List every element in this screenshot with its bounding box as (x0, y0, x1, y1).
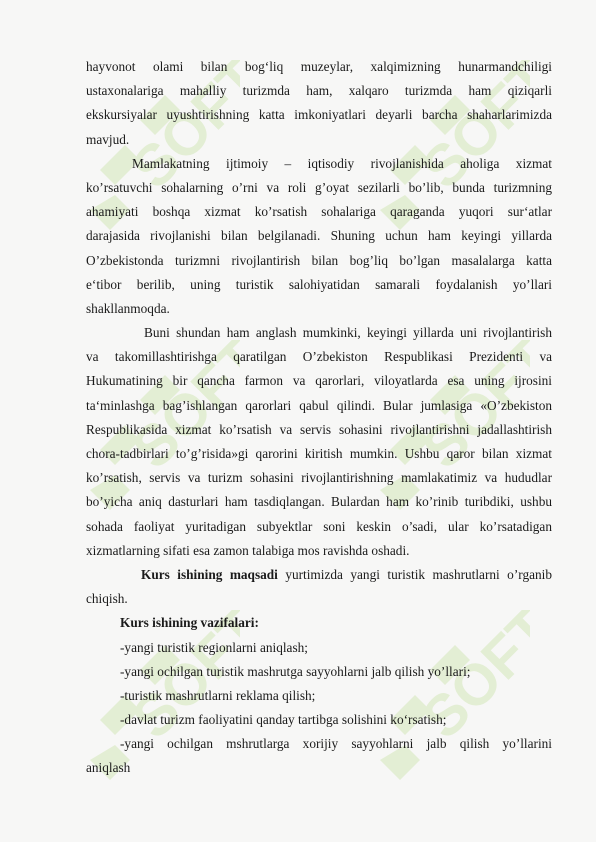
text-line: e‘tibor berilib, uning turistik salohiyatidan samarali foydalanish yo’llari (86, 276, 552, 292)
document-page (86, 55, 552, 781)
vazifa-item: -davlat turizm faoliyatini qanday tartibga solishini ko‘rsatish; (120, 712, 447, 728)
svg-text:SOFT: SOFT (119, 60, 240, 202)
text-line: xizmatlarning sifati esa zamon talabiga mos ravishda oshadi. (86, 542, 410, 558)
text-line: ekskursiyalar uyushtirishning katta imkoniyatlari deyarli barcha shaharlarimizda (86, 107, 552, 123)
svg-text:SOFT: SOFT (119, 610, 240, 752)
text-line: ko’rsatish, servis va turizm sohasini rivojlantirishning mamlakatimiz va hududlar (86, 470, 552, 486)
maqsad-text: yurtimizda yangi turistik mashrutlarni o’rganib (277, 566, 552, 582)
vazifa-item: -yangi turistik regionlarni aniqlash; (120, 639, 308, 655)
vazifa-item: -yangi ochilgan turistik mashrutga sayyohlarni jalb qilish yo’llari; (120, 663, 471, 679)
maqsad-line (86, 563, 552, 587)
vazifalar-list (86, 636, 552, 733)
text-line: ta‘minlashga bag’ishlangan qarorlari qabul qilindi. Bular jumlasiga «O’zbekiston (86, 397, 552, 413)
text-line: darajasida rivojlanishi bilan belgilanadi. Shuning uchun ham keyingi yillarda (86, 228, 552, 244)
text-line: Buni shundan ham anglash mumkinki, keyingi yillarda uni rivojlantirish (144, 325, 552, 341)
text-line: hayvonot olami bilan bog‘liq muzeylar, xalqimizning hunarmandchiligi (86, 59, 552, 74)
text-line: O’zbekistonda turizmni rivojlantirish bilan bog’liq bo’lgan masalalarga katta (86, 252, 552, 268)
svg-text:SOFT: SOFT (409, 60, 530, 202)
text-line: ko’rsatuvchi sohalarning o’rni va roli g’oyat sezilarli bo’lib, bunda turizmning (86, 179, 552, 195)
vazifa-item: -yangi ochilgan mshrutlarga xorijiy sayyohlarni jalb qilish yo’llarini (120, 736, 552, 752)
body-text (86, 55, 552, 563)
vazifalar-heading: Kurs ishining vazifalari: (120, 615, 259, 631)
text-line: ustaxonalariga mahalliy turizmda ham, xalqaro turizmda ham qiziqarli (86, 83, 552, 99)
vazifa-item-cont: aniqlash (86, 760, 131, 776)
text-line: shakllanmoqda. (86, 300, 170, 316)
svg-text:SOFT: SOFT (119, 340, 240, 482)
text-line: sohada faoliyat yuritadigan subyektlar soni keskin o’sadi, ular ko’rsatadigan (86, 518, 552, 534)
svg-text:SOFT: SOFT (409, 610, 530, 752)
text-line: ahamiyati boshqa xizmat ko’rsatish sohalariga qaraganda yuqori sur‘atlar (86, 204, 552, 220)
maqsad-label: Kurs ishining maqsadi (141, 566, 278, 582)
svg-text:SOFT: SOFT (409, 340, 530, 482)
text-line: chora-tadbirlari to’g’risida»gi qarorini kiritish mumkin. Ushbu qaror bilan xizmat (86, 446, 552, 461)
text-line: mavjud. (86, 131, 130, 147)
vazifa-item: -turistik mashrutlarni reklama qilish; (120, 687, 316, 703)
text-line: bo’yicha aniq dasturlari ham tasdiqlangan. Bulardan ham ko’rinib turibdiki, ushbu (86, 494, 552, 510)
text-line: Hukumatining bir qancha farmon va qarorlari, viloyatlarda esa uning ijrosini (86, 373, 552, 389)
maqsad-cont: chiqish. (86, 591, 128, 607)
text-line: Mamlakatning ijtimoiy – iqtisodiy rivojlanishida aholiga xizmat (132, 155, 552, 171)
text-line: Respublikasida xizmat ko’rsatish va servis sohasini rivojlantirishni jadallashtirish (86, 421, 552, 437)
text-line: va takomillashtirishga qaratilgan O’zbekiston Respublikasi Prezidenti va (86, 349, 552, 365)
